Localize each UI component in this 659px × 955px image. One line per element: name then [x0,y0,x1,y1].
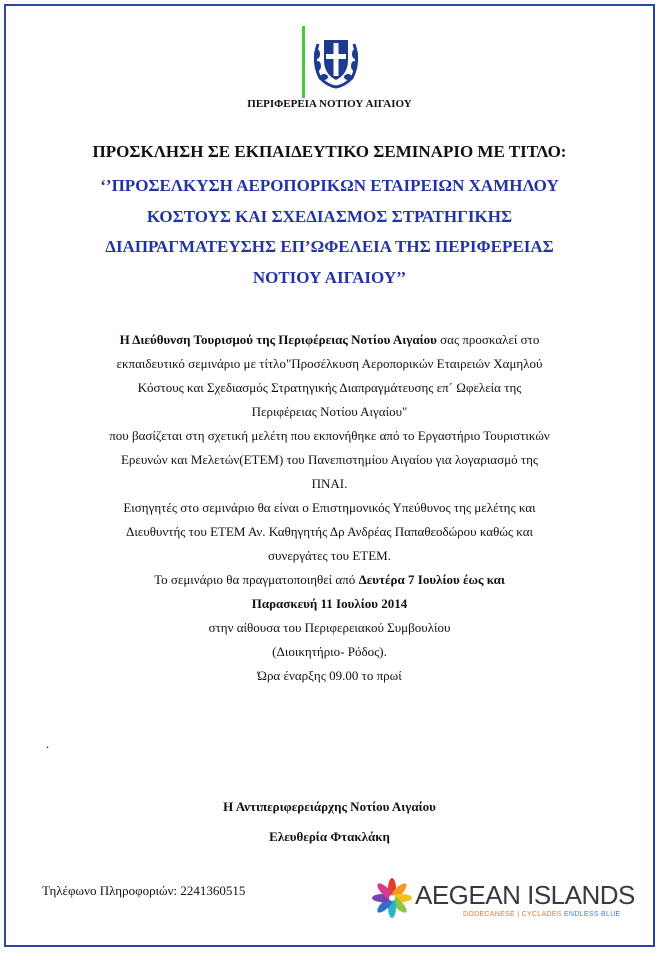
body-text-segment: σας προσκαλεί στο [436,332,540,347]
body-line: Ώρα έναρξης 09.00 το πρωί [257,668,402,683]
invitation-body [26,328,633,688]
directorate-name: Η Διεύθυνση Τουρισμού της Περιφέρειας Νοτίου Αιγαίου [119,332,437,347]
body-line: Ερευνών και Μελετών(ΕΤΕΜ) του Πανεπιστημίου Αιγαίου για λογαριασμό της [120,452,539,467]
body-line [26,568,633,592]
aegean-islands-logo [371,874,641,924]
seminar-title-line: ΝΟΤΙΟΥ ΑΙΓΑΙΟΥ’’ [252,267,407,287]
invitation-page [4,4,655,947]
body-line: στην αίθουσα του Περιφερειακού Συμβουλίου [208,620,451,635]
start-date: Δευτέρα 7 Ιουλίου έως και [358,572,505,587]
seminar-title [46,171,613,293]
logo-tagline-slogan: ENDLESS BLUE [564,911,621,918]
body-line [26,328,633,352]
body-text-segment: Το σεμινάριο θα πραγματοποιηθεί από [154,572,359,587]
seminar-title-line: ‘’ΠΡΟΣΕΛΚΥΣΗ ΑΕΡΟΠΟΡΙΚΩΝ ΕΤΑΙΡΕΙΩΝ ΧΑΜΗΛΟΥ [100,176,559,195]
logo-tagline [463,911,621,918]
info-phone: Τηλέφωνο Πληροφοριών: 2241360515 [42,883,246,898]
stray-dot: . [46,736,50,751]
signatory-name: Ελευθερία Φτακλάκη [269,829,390,844]
signatory-role: Η Αντιπεριφερειάρχης Νοτίου Αιγαίου [223,799,436,814]
end-date: Παρασκευή 11 Ιουλίου 2014 [251,596,408,611]
emblem [302,26,366,98]
body-line: που βασίζεται στη σχετική μελέτη που εκπονήθηκε από το Εργαστήριο Τουριστικών [109,428,550,443]
body-line: Κόστους και Σχεδιασμός Στρατηγικής Διαπραγμάτευσης επ΄ Ωφελεία της [137,380,522,395]
greek-coat-of-arms-icon [310,30,362,90]
logo-tagline-regions: DODECANESE | CYCLADES [463,911,562,918]
signature-block [6,792,653,852]
body-line: εκπαιδευτικό σεμινάριο με τίτλο"Προσέλκυση Αεροπορικών Εταιρειών Χαμηλού [116,356,543,371]
body-line: ΠΝΑΙ. [311,476,348,491]
body-line: Εισηγητές στο σεμινάριο θα είναι ο Επιστημονικός Υπεύθυνος της μελέτης και [123,500,536,515]
invitation-heading: ΠΡΟΣΚΛΗΣΗ ΣΕ ΕΚΠΑΙΔΕΥΤΙΚΟ ΣΕΜΙΝΑΡΙΟ ΜΕ ΤΙΤΛΟ: [92,142,567,161]
seminar-title-line: ΚΟΣΤΟΥΣ ΚΑΙ ΣΧΕΔΙΑΣΜΟΣ ΣΤΡΑΤΗΓΙΚΗΣ [146,206,513,226]
body-line: (Διοικητήριο- Ρόδος). [272,644,387,659]
body-line: συνεργάτες του ΕΤΕΜ. [268,548,391,563]
seminar-title-line: ΔΙΑΠΡΑΓΜΑΤΕΥΣΗΣ ΕΠ’ΩΦΕΛΕΙΑ ΤΗΣ ΠΕΡΙΦΕΡΕΙΑΣ [105,237,554,256]
authority-name: ΠΕΡΙΦΕΡΕΙΑ ΝΟΤΙΟΥ ΑΙΓΑΙΟΥ [247,98,412,110]
logo-wordmark: AEGEAN ISLANDS [415,880,635,910]
body-line: Διευθυντής του ΕΤΕΜ Αν. Καθηγητής Δρ Ανδρέας Παπαθεοδώρου καθώς και [125,524,534,539]
aegean-islands-flower-logo-icon [371,876,413,920]
body-line: Περιφέρειας Νοτίου Αιγαίου" [251,404,408,419]
